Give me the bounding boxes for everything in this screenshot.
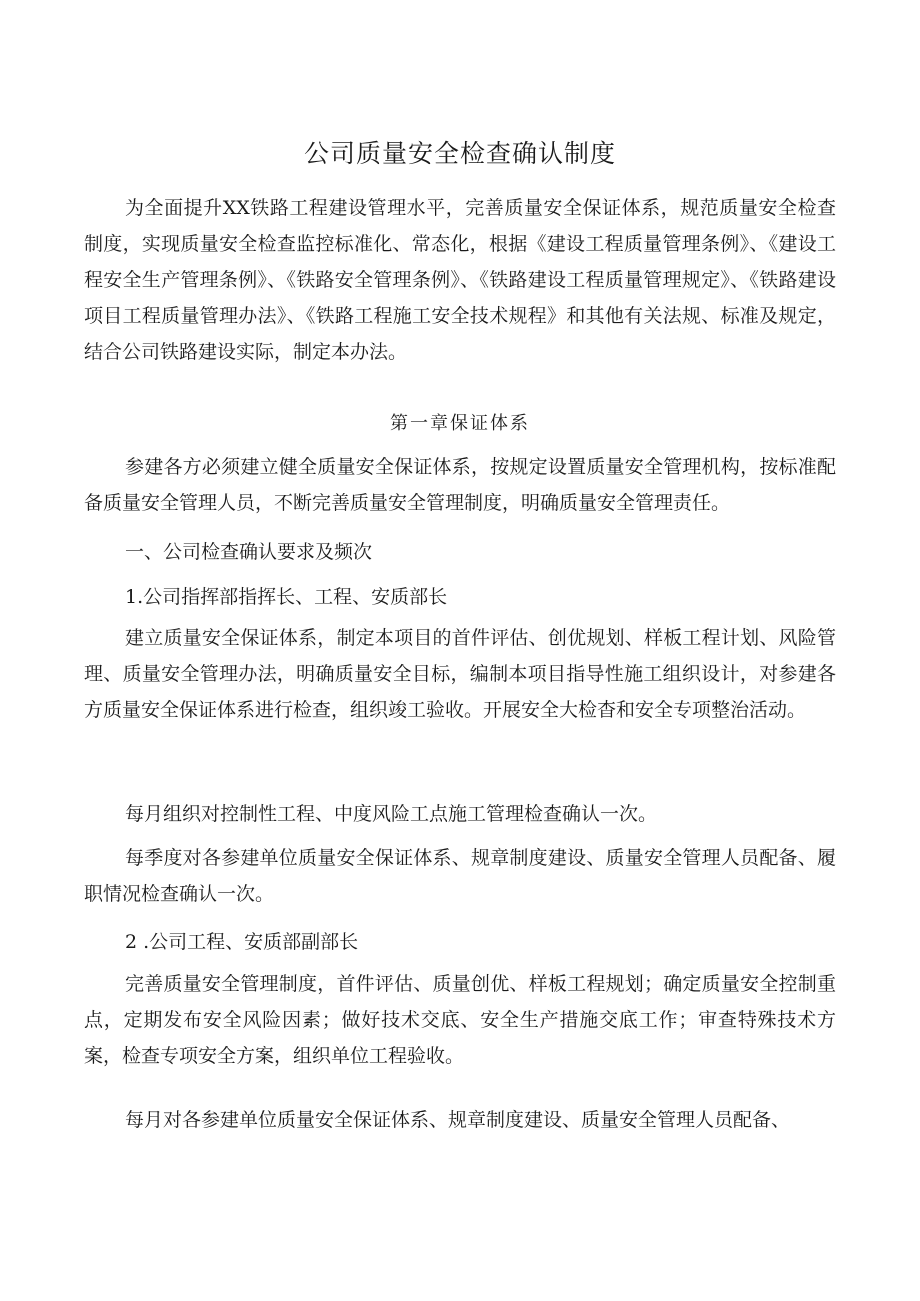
item1-quarterly-paragraph: 每季度对各参建单位质量安全保证体系、规章制度建设、质量安全管理人员配备、履职情况检查确认一次。 — [84, 847, 836, 905]
document-title: 公司质量安全检查确认制度 — [303, 139, 616, 168]
item1-heading: 1.公司指挥部指挥长、工程、安质部长 — [125, 586, 448, 608]
item1-paragraph: 建立质量安全保证体系，制定本项目的首件评估、创优规划、样板工程计划、风险管理、质量安全管理办法，明确质量安全目标，编制本项目指导性施工组织设计，对参建各方质量安全保证体系进行检查，组织竣工验收。开展安全大检杳和安全专项整治活动。 — [84, 627, 836, 721]
item2-monthly-paragraph: 每月对各参建单位质量安全保证体系、规章制度建设、质量安全管理人员配备、 — [125, 1109, 791, 1131]
item1-monthly-paragraph: 每月组织对控制性工程、中度风险工点施工管理检查确认一次。 — [125, 803, 658, 825]
item2-heading: 2 .公司工程、安质部副部长 — [125, 931, 359, 953]
chapter-heading: 第一章保证体系 — [390, 413, 530, 434]
chapter-paragraph: 参建各方必须建立健全质量安全保证体系，按规定设置质量安全管理机构，按标准配备质量安全管理人员，不断完善质量安全管理制度，明确质量安全管理责任。 — [84, 456, 836, 514]
intro-paragraph: 为全面提升XX铁路工程建设管理水平，完善质量安全保证体系，规范质量安全检查制度，实现质量安全检查监控标准化、常态化，根据《建设工程质量管理条例》、《建设工程安全生产管理条例》、《铁路安全管理条例》、《铁路建设工程质量管理规定》、《铁路建设项目工程质量管理办法》、《铁路工程施工安全技术规程》和其他有关法规、标准及规定，结合公司铁路建设实际，制定本办法。 — [84, 197, 836, 363]
item2-paragraph: 完善质量安全管理制度，首件评估、质量创优、样板工程规划；确定质量安全控制重点，定期发布安全风险因素；做好技术交底、安全生产措施交底工作；审查特殊技术方案，检查专项安全方案，组织单位工程验收。 — [84, 973, 836, 1067]
section-heading: 一、公司检查确认要求及频次 — [125, 541, 373, 563]
